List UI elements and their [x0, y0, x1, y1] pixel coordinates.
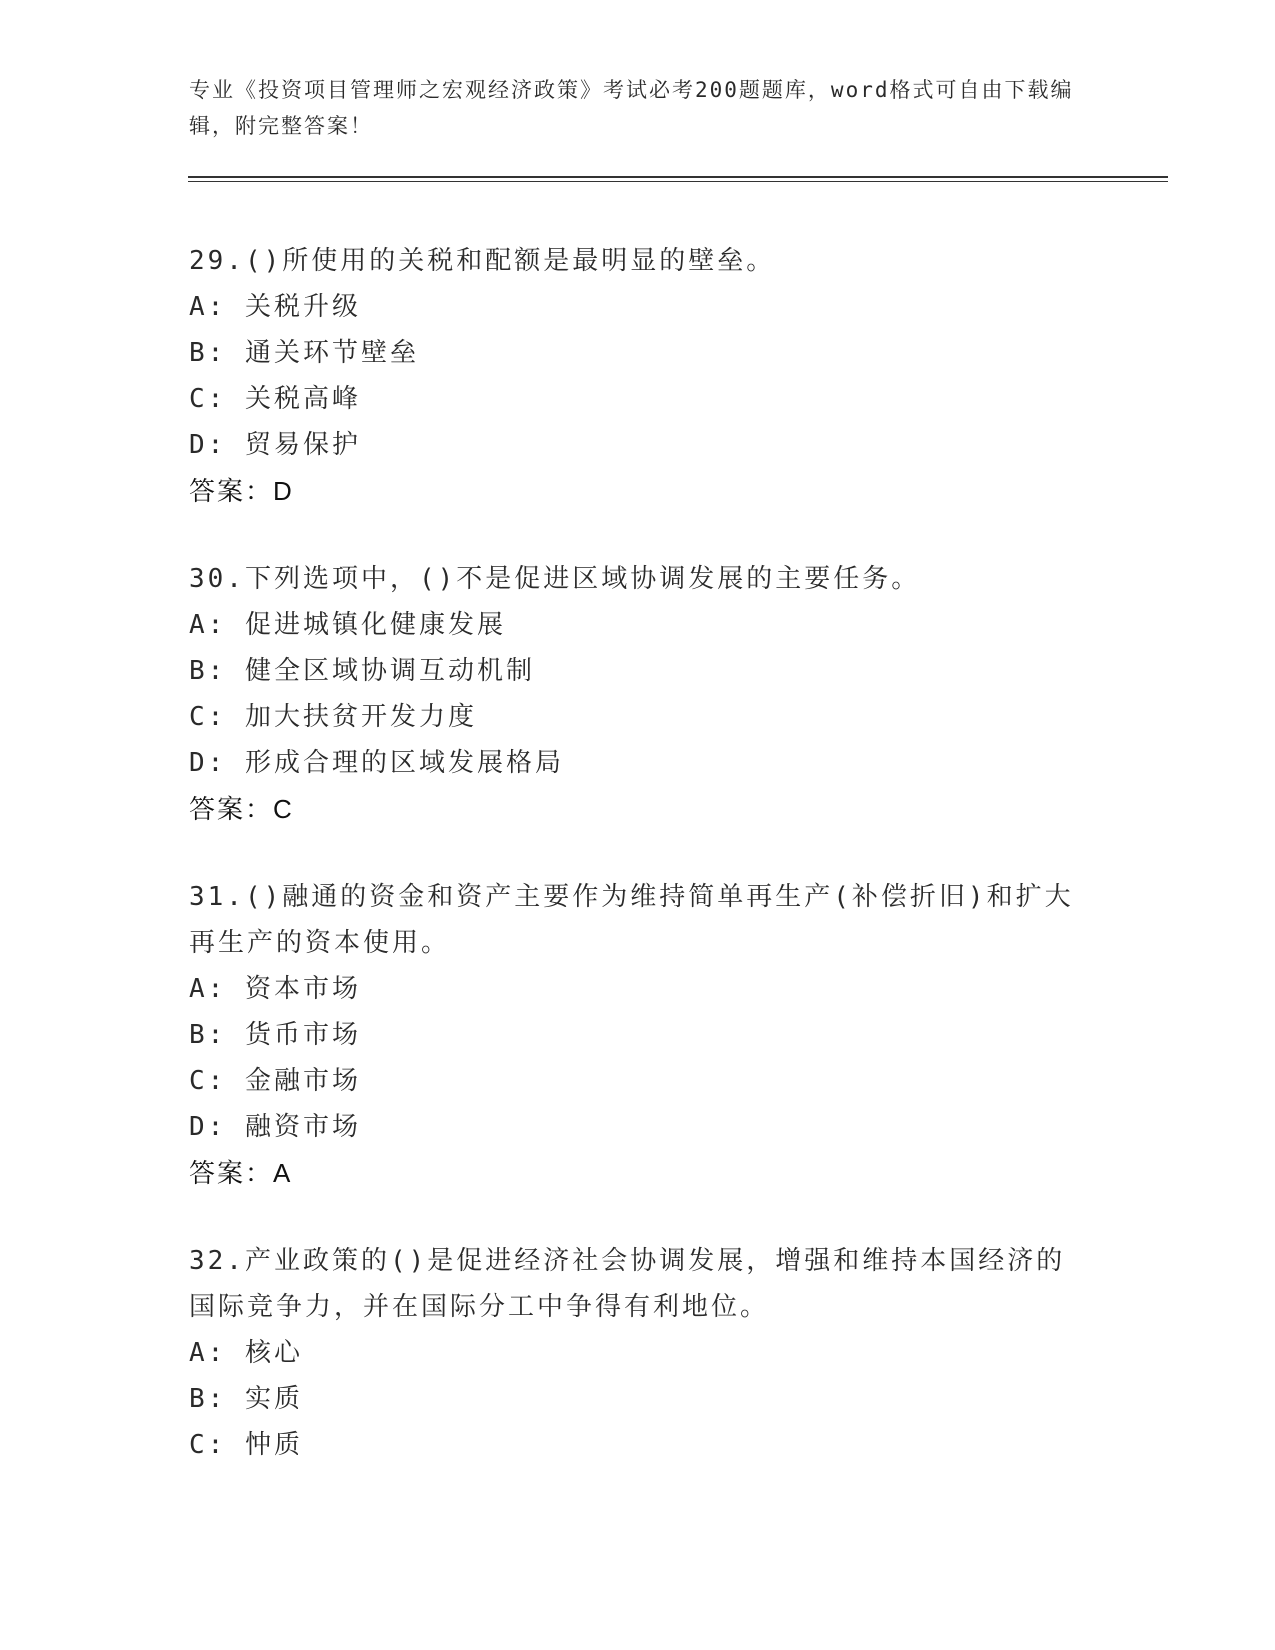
- option-a: A: 促进城镇化健康发展: [189, 610, 506, 640]
- answer-text: 答案：A: [189, 1158, 293, 1188]
- option-a: A: 关税升级: [189, 292, 361, 322]
- answer-text: 答案：D: [189, 476, 294, 506]
- question-stem: 31.()融通的资金和资产主要作为维持简单再生产(补偿折旧)和扩大再生产的资本使用。: [189, 882, 1074, 958]
- option-b: B: 实质: [189, 1384, 303, 1414]
- option-b: B: 货币市场: [189, 1020, 361, 1050]
- document-intro: 专业《投资项目管理师之宏观经济政策》考试必考200题题库，word格式可自由下载编辑，附完整答案！: [189, 78, 1074, 138]
- option-c: C: 忡质: [189, 1430, 303, 1460]
- question-32: [189, 1238, 1089, 1468]
- answer-text: 答案：C: [189, 794, 294, 824]
- option-d: D: 融资市场: [189, 1112, 361, 1142]
- question-list: [189, 238, 1089, 1510]
- option-b: B: 健全区域协调互动机制: [189, 656, 535, 686]
- option-d: D: 形成合理的区域发展格局: [189, 748, 564, 778]
- option-a: A: 核心: [189, 1338, 303, 1368]
- header-divider: [188, 176, 1168, 182]
- question-31: [189, 874, 1089, 1196]
- option-d: D: 贸易保护: [189, 430, 361, 460]
- option-c: C: 加大扶贫开发力度: [189, 702, 477, 732]
- question-stem: 30.下列选项中，()不是促进区域协调发展的主要任务。: [189, 564, 921, 594]
- question-stem: 32.产业政策的()是促进经济社会协调发展，增强和维持本国经济的国际竞争力，并在国际分工中争得有利地位。: [189, 1246, 1066, 1322]
- option-b: B: 通关环节壁垒: [189, 338, 419, 368]
- option-c: C: 金融市场: [189, 1066, 361, 1096]
- option-a: A: 资本市场: [189, 974, 361, 1004]
- question-stem: 29.()所使用的关税和配额是最明显的壁垒。: [189, 246, 776, 276]
- question-29: [189, 238, 1089, 514]
- option-c: C: 关税高峰: [189, 384, 361, 414]
- question-30: [189, 556, 1089, 832]
